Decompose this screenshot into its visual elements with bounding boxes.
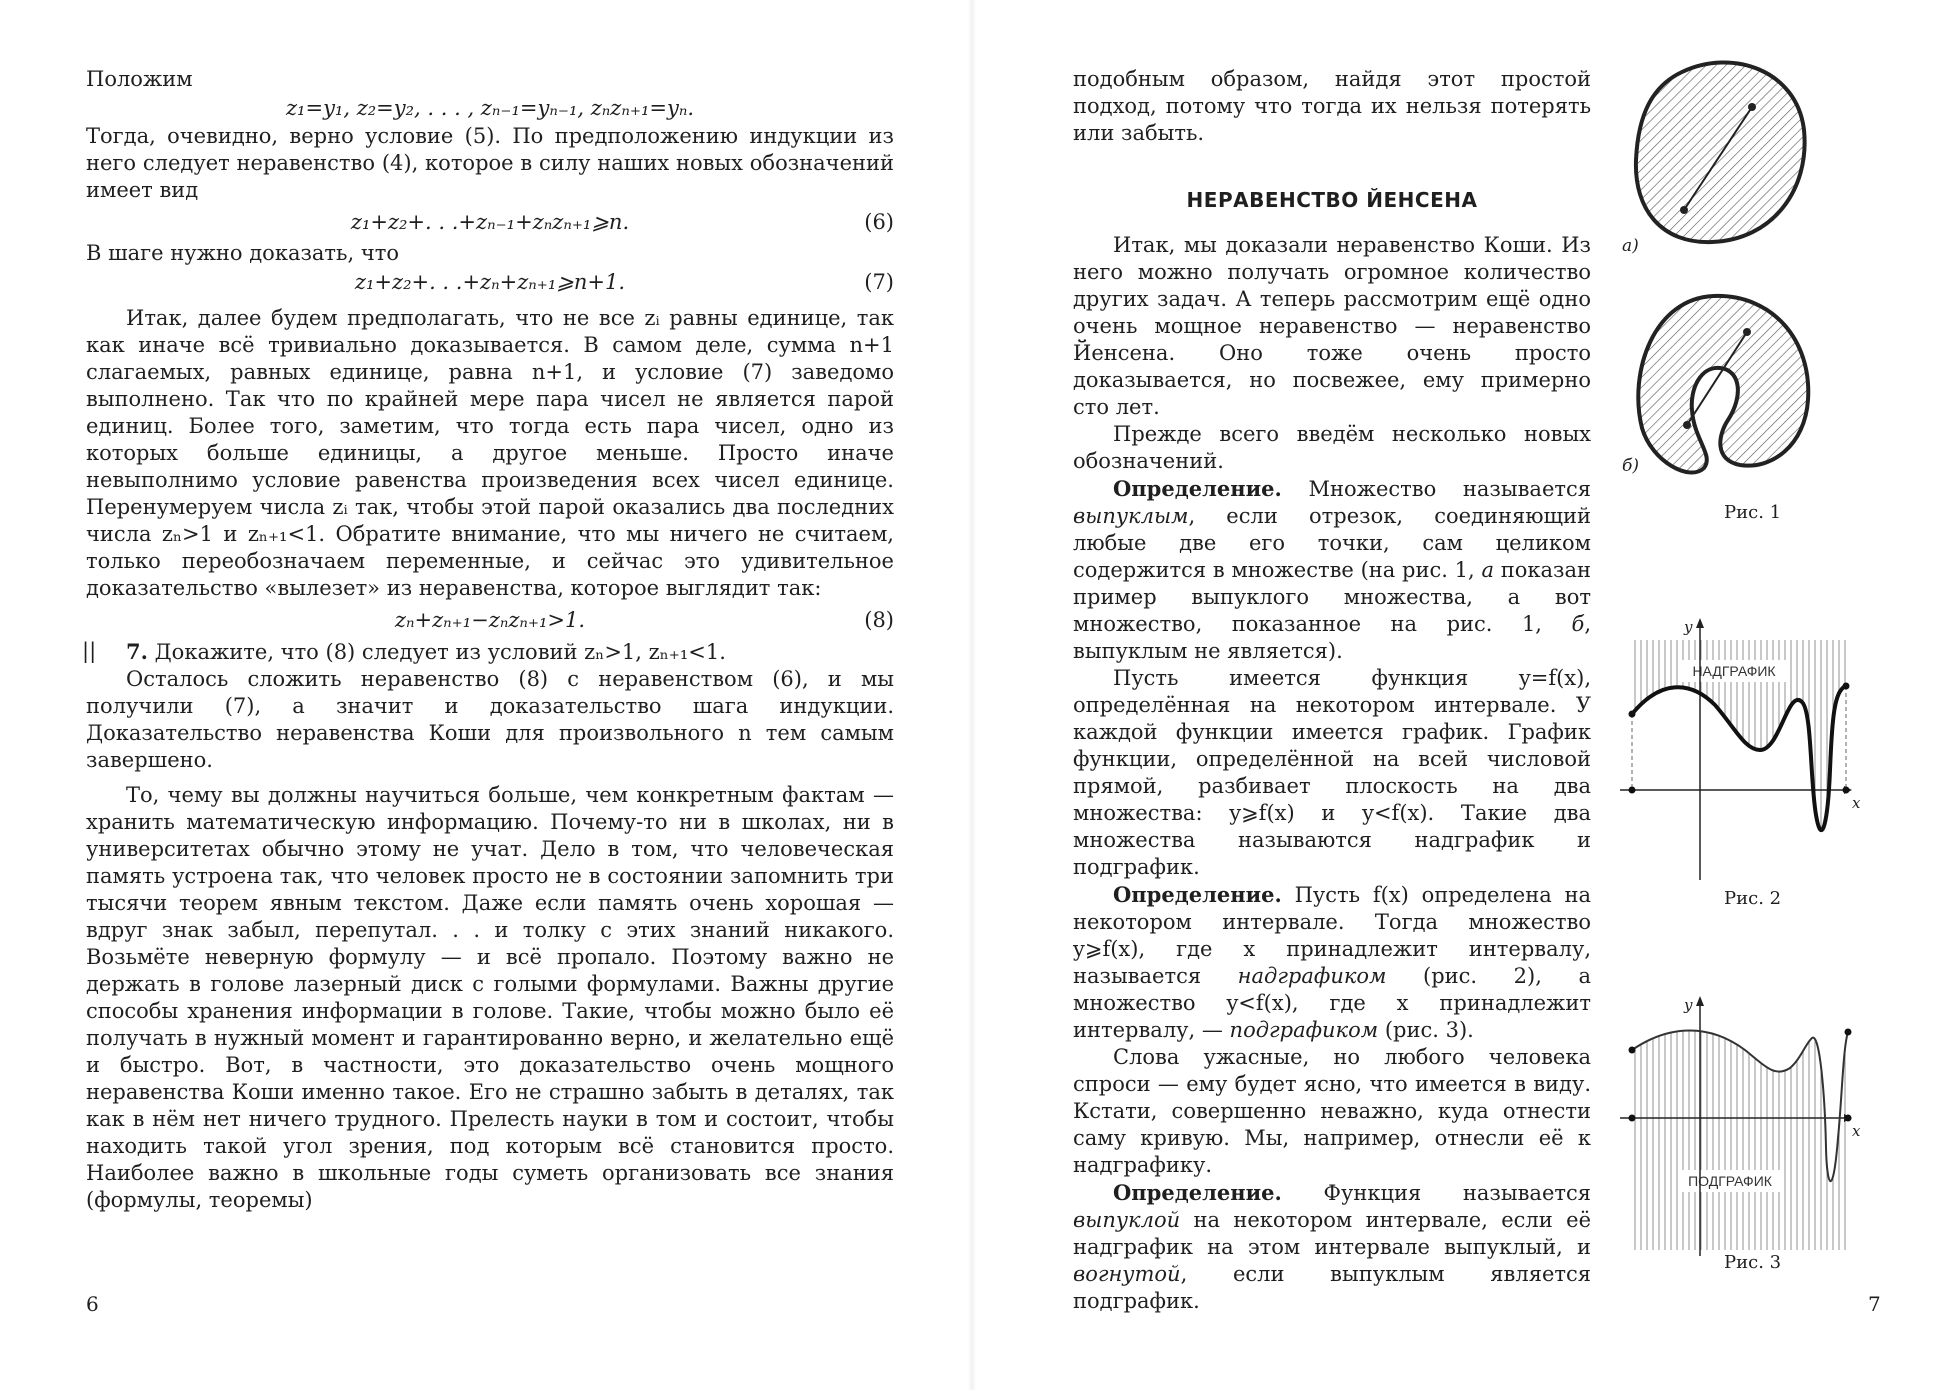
y-axis-label: y [1684,618,1693,636]
convex-set-point [1680,206,1688,214]
right-text-column [1073,66,1591,1315]
x-axis-label: x [1852,1122,1860,1140]
right-page [972,0,1944,1390]
page-number-right: 7 [1868,1292,1881,1316]
paragraph-step: В шаге нужно доказать, что [86,241,399,265]
task-text: Докажите, что (8) следует из условий zₙ>1, zₙ₊₁<1. [147,640,726,664]
paragraph-notation: Прежде всего введём несколько новых обозначений. [1073,422,1591,473]
paragraph-induction-condition: Тогда, очевидно, верно условие (5). По предположению индукции из него следует неравенство (4), которое в силу наших новых обозначений имеет вид [86,124,894,202]
x-axis-label: x [1852,794,1860,812]
task-7 [82,638,894,666]
definition-label: Определение. [1113,476,1282,501]
hypograph-region [1632,1031,1848,1251]
interval-endpoint [1843,787,1850,794]
definition-text: , если отрезок, соединяющий любые две его точки, сам целиком содержится в множестве (на рис. 1, [1073,504,1591,582]
term-convex-function: выпуклой [1073,1208,1181,1232]
interval-endpoint [1629,1115,1636,1122]
nonconvex-set-point [1683,421,1691,429]
definition-convex-set [1073,475,1591,665]
figure-1-convex-sets [1622,50,1832,490]
formula-7-number: (7) [864,270,894,294]
term-epigraph: надграфиком [1237,964,1387,988]
definition-text: на некотором интервале, если её надграфик на этом интервале выпуклый, и [1073,1208,1591,1259]
interval-endpoint [1629,711,1636,718]
section-heading: НЕРАВЕНСТВО ЙЕНСЕНА [1186,188,1478,212]
task-margin-mark: || [82,639,97,663]
formula-6-text: z₁+z₂+. . .+zₙ₋₁+zₙzₙ₊₁⩾n. [350,210,630,234]
figure-2-caption: Рис. 2 [1724,888,1782,909]
definition-text: , выпуклым не является). [1073,612,1591,663]
interval-endpoint [1629,1047,1636,1054]
formula-7 [86,267,894,297]
definition-text: (рис. 3). [1378,1018,1474,1042]
nonconvex-set-shape [1638,296,1808,473]
formula-substitution [86,93,894,123]
y-axis-arrow [1696,618,1704,628]
paragraph-conclusion: Осталось сложить неравенство (8) с неравенством (6), и мы получили (7), а значит и доказательство шага индукции. Доказательство неравенства Коши для произвольного n тем самым завершено. [86,667,894,772]
figure-1-caption: Рис. 1 [1724,502,1782,523]
figure-1-label-b: б) [1622,456,1640,476]
definition-text: Множество называется [1281,477,1591,501]
definition-epigraph [1073,881,1591,1044]
paragraph-words: Слова ужасные, но любого человека спроси — ему будет ясно, что имеется в виду. Кстати, совершенно неважно, куда отнести саму кривую. Мы, например, отнесли её к надграфику. [1073,1045,1591,1177]
paragraph-jensen-intro: Итак, мы доказали неравенство Коши. Из него можно получать огромное количество других задач. А теперь рассмотрим ещё одно очень мощное неравенство — неравенство Йенсена. Оно тоже очень просто доказывается, но посвежее, ему примерно сто лет. [1073,233,1591,419]
formula-8-number: (8) [864,608,894,632]
paragraph-memory: То, чему вы должны научиться больше, чем конкретным фактам — хранить математическую информацию. Почему-то ни в школах, ни в университетах обычно этому не учат. Дело в том, что человеческая память устроена так, что человек просто не в состоянии запомнить три тысячи теорем явным текстом. Даже если память очень хорошая — вдруг знак забыл, перепутал. . . и толку с этих знаний никакого. Возьмёте неверную формулу — и всё пропало. Поэтому важно не держать в голове лазерный диск с голыми формулами. Важны другие способы хранения информации в голове. Такие, чтобы можно было её получать в нужный момент и гарантированно верно, и желательно ещё и быстро. Вот, в частности, это доказательство очень мощного неравенства Коши именно такое. Его не страшно забыть в деталях, так как в нём нет ничего трудного. Прелесть науки в том и состоит, чтобы находить такой угол зрения, под которым всё становится просто. Наиболее важно в школьные годы суметь организовать все знания (формулы, теоремы) [86,783,894,1212]
hypograph-region-label: ПОДГРАФИК [1688,1173,1772,1189]
convex-set-point [1748,103,1756,111]
definition-text: Пусть f(x) определена на некотором интервале. Тогда множество y⩾f(x), где x принадлежит интервалу, называется [1073,883,1591,988]
left-text-column [82,66,894,1214]
formula-8-text: zₙ+zₙ₊₁−zₙzₙ₊₁>1. [394,608,586,632]
page-number-left: 6 [86,1292,99,1316]
term-convex: выпуклым [1073,504,1189,528]
interval-endpoint [1845,1029,1852,1036]
formula-8 [86,602,894,638]
figure-2-epigraph [1620,610,1860,880]
definition-text: показан пример выпуклого множества, а вот множество, показанное на рис. 1, [1073,558,1591,636]
fig-ref-a: а [1481,558,1494,582]
paragraph-continuation: подобным образом, найдя этот простой подход, потому что тогда их нельзя потерять или забыть. [1073,67,1591,145]
figure-3-hypograph [1620,988,1860,1258]
nonconvex-set-point [1743,328,1751,336]
y-axis-arrow [1696,996,1704,1006]
interval-endpoint [1845,1115,1852,1122]
formula-6 [86,204,894,240]
formula-substitution-text: z₁=y₁, z₂=y₂, . . . , zₙ₋₁=yₙ₋₁, zₙzₙ₊₁=yₙ. [285,96,695,120]
definition-label: Определение. [1113,1180,1282,1205]
paragraph-function-graph: Пусть имеется функция y=f(x), определённая на некотором интервале. У каждой функции имеется график. График функции, определённой на всей числовой прямой, разбивает плоскость на два множества: y⩾f(x) и y<f(x). Такие два множества называются надграфик и подграфик. [1073,666,1591,879]
term-concave-function: вогнутой [1073,1262,1181,1286]
fig-ref-b: б [1571,612,1585,636]
formula-7-text: z₁+z₂+. . .+zₙ+zₙ₊₁⩾n+1. [354,270,626,294]
figure-3-caption: Рис. 3 [1724,1252,1782,1273]
term-hypograph: подграфиком [1229,1018,1379,1042]
paragraph-intro: Положим [86,67,193,91]
paragraph-assumption: Итак, далее будем предполагать, что не все zᵢ равны единице, так как иначе всё тривиально доказывается. В самом деле, сумма n+1 слагаемых, равных единице, равна n+1, и условие (7) заведомо выполнено. Так что по крайней мере пара чисел не является парой единиц. Более того, заметим, что тогда есть пара чисел, одно из которых больше единицы, а другое меньше. Просто иначе невыполнимо условие равенства произведения всех чисел единице. Перенумеруем числа zᵢ так, чтобы этой парой оказались два последних числа zₙ>1 и zₙ₊₁<1. Обратите внимание, что мы ничего не считаем, только переобозначаем переменные, и сейчас это удивительное доказательство «вылезет» из неравенства, которое выглядит так: [86,306,894,600]
definition-text: (рис. 2), а множество y<f(x), где x принадлежит интервалу, — [1073,964,1591,1042]
y-axis-label: y [1684,996,1693,1014]
figure-1-label-a: а) [1622,236,1639,256]
interval-endpoint [1629,787,1636,794]
formula-6-number: (6) [864,210,894,234]
definition-convex-function [1073,1179,1591,1315]
interval-endpoint [1843,683,1850,690]
epigraph-region-label: НАДГРАФИК [1692,663,1776,679]
convex-set-shape [1636,62,1805,242]
definition-label: Определение. [1113,882,1282,907]
task-number: 7. [126,639,148,664]
definition-text: Функция называется [1281,1181,1591,1205]
definition-text: , если выпуклым является подграфик. [1073,1262,1591,1313]
